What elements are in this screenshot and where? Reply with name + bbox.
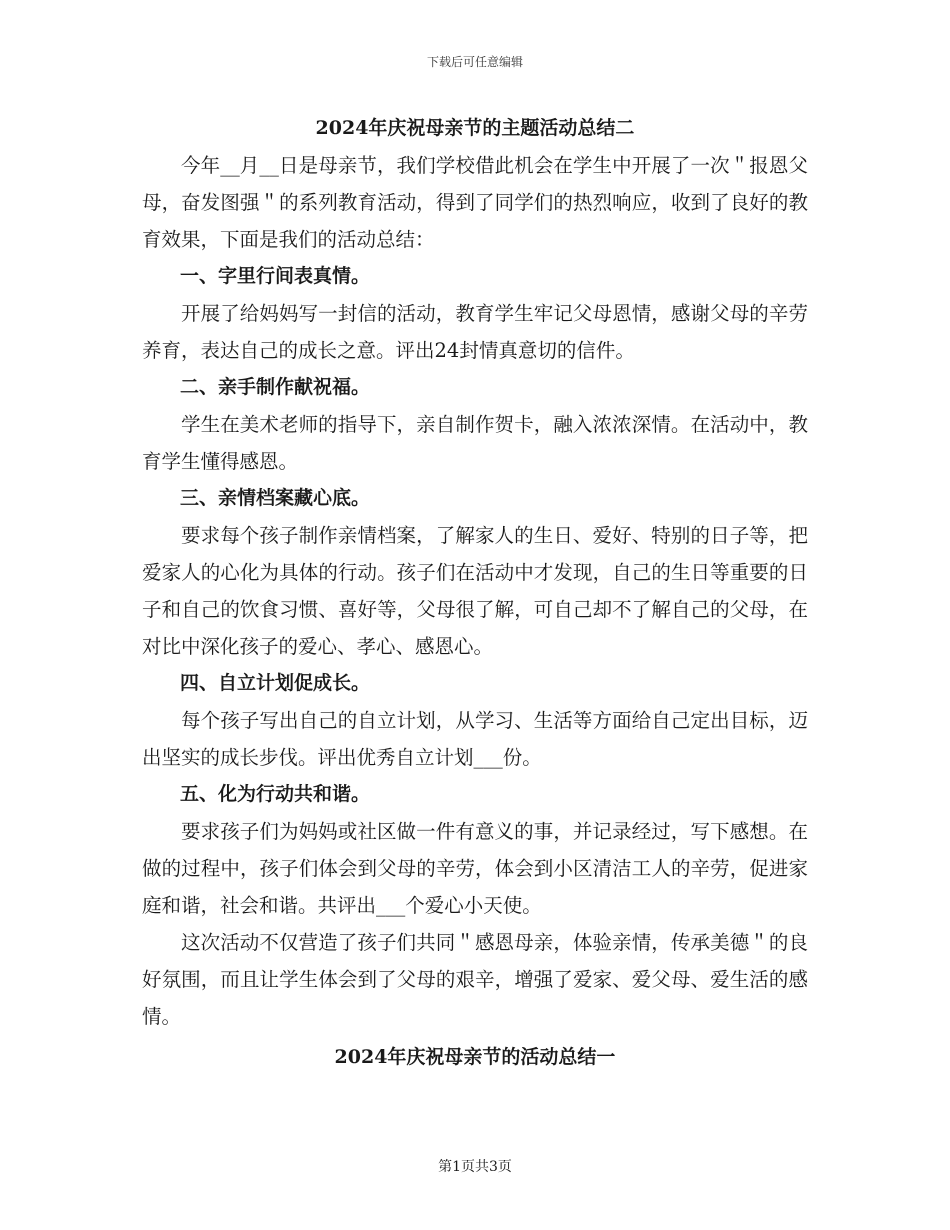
section-heading-4: 四、自立计划促成长。 bbox=[180, 672, 371, 694]
section-heading-5: 五、化为行动共和谐。 bbox=[180, 783, 371, 805]
document-body bbox=[142, 112, 808, 1076]
header-note: 下载后可任意编辑 bbox=[426, 55, 523, 69]
section-body-1: 开展了给妈妈写一封信的活动，教育学生牢记父母恩情，感谢父母的辛劳养育，表达自己的成长之意。评出24封情真意切的信件。 bbox=[142, 302, 808, 362]
next-document-title: 2024年庆祝母亲节的活动总结一 bbox=[334, 1046, 616, 1068]
section-body-3: 要求每个孩子制作亲情档案，了解家人的生日、爱好、特别的日子等，把爱家人的心化为具体的行动。孩子们在活动中才发现，自己的生日等重要的日子和自己的饮食习惯、喜好等，父母很了解，可自己却不了解自己的父母，在对比中深化孩子的爱心、孝心、感恩心。 bbox=[142, 524, 808, 658]
page-number: 第1页共3页 bbox=[438, 1159, 512, 1175]
section-heading-2: 二、亲手制作献祝福。 bbox=[180, 376, 371, 398]
conclusion-paragraph: 这次活动不仅营造了孩子们共同＂感恩母亲，体验亲情，传承美德＂的良好氛围，而且让学生体会到了父母的艰辛，增强了爱家、爱父母、爱生活的感情。 bbox=[142, 931, 808, 1028]
section-heading-3: 三、亲情档案藏心底。 bbox=[180, 487, 371, 509]
section-body-4: 每个孩子写出自己的自立计划，从学习、生活等方面给自己定出目标，迈出坚实的成长步伐。评出优秀自立计划___份。 bbox=[142, 709, 808, 769]
section-body-2: 学生在美术老师的指导下，亲自制作贺卡，融入浓浓深情。在活动中，教育学生懂得感恩。 bbox=[142, 413, 808, 473]
intro-paragraph: 今年__月__日是母亲节，我们学校借此机会在学生中开展了一次＂报恩父母，奋发图强＂的系列教育活动，得到了同学们的热烈响应，收到了良好的教育效果，下面是我们的活动总结： bbox=[142, 154, 808, 251]
document-title: 2024年庆祝母亲节的主题活动总结二 bbox=[315, 117, 635, 139]
section-body-5: 要求孩子们为妈妈或社区做一件有意义的事，并记录经过，写下感想。在做的过程中，孩子们体会到父母的辛劳，体会到小区清洁工人的辛劳，促进家庭和谐，社会和谐。共评出___个爱心小天使。 bbox=[142, 820, 808, 917]
section-heading-1: 一、字里行间表真情。 bbox=[180, 265, 371, 287]
